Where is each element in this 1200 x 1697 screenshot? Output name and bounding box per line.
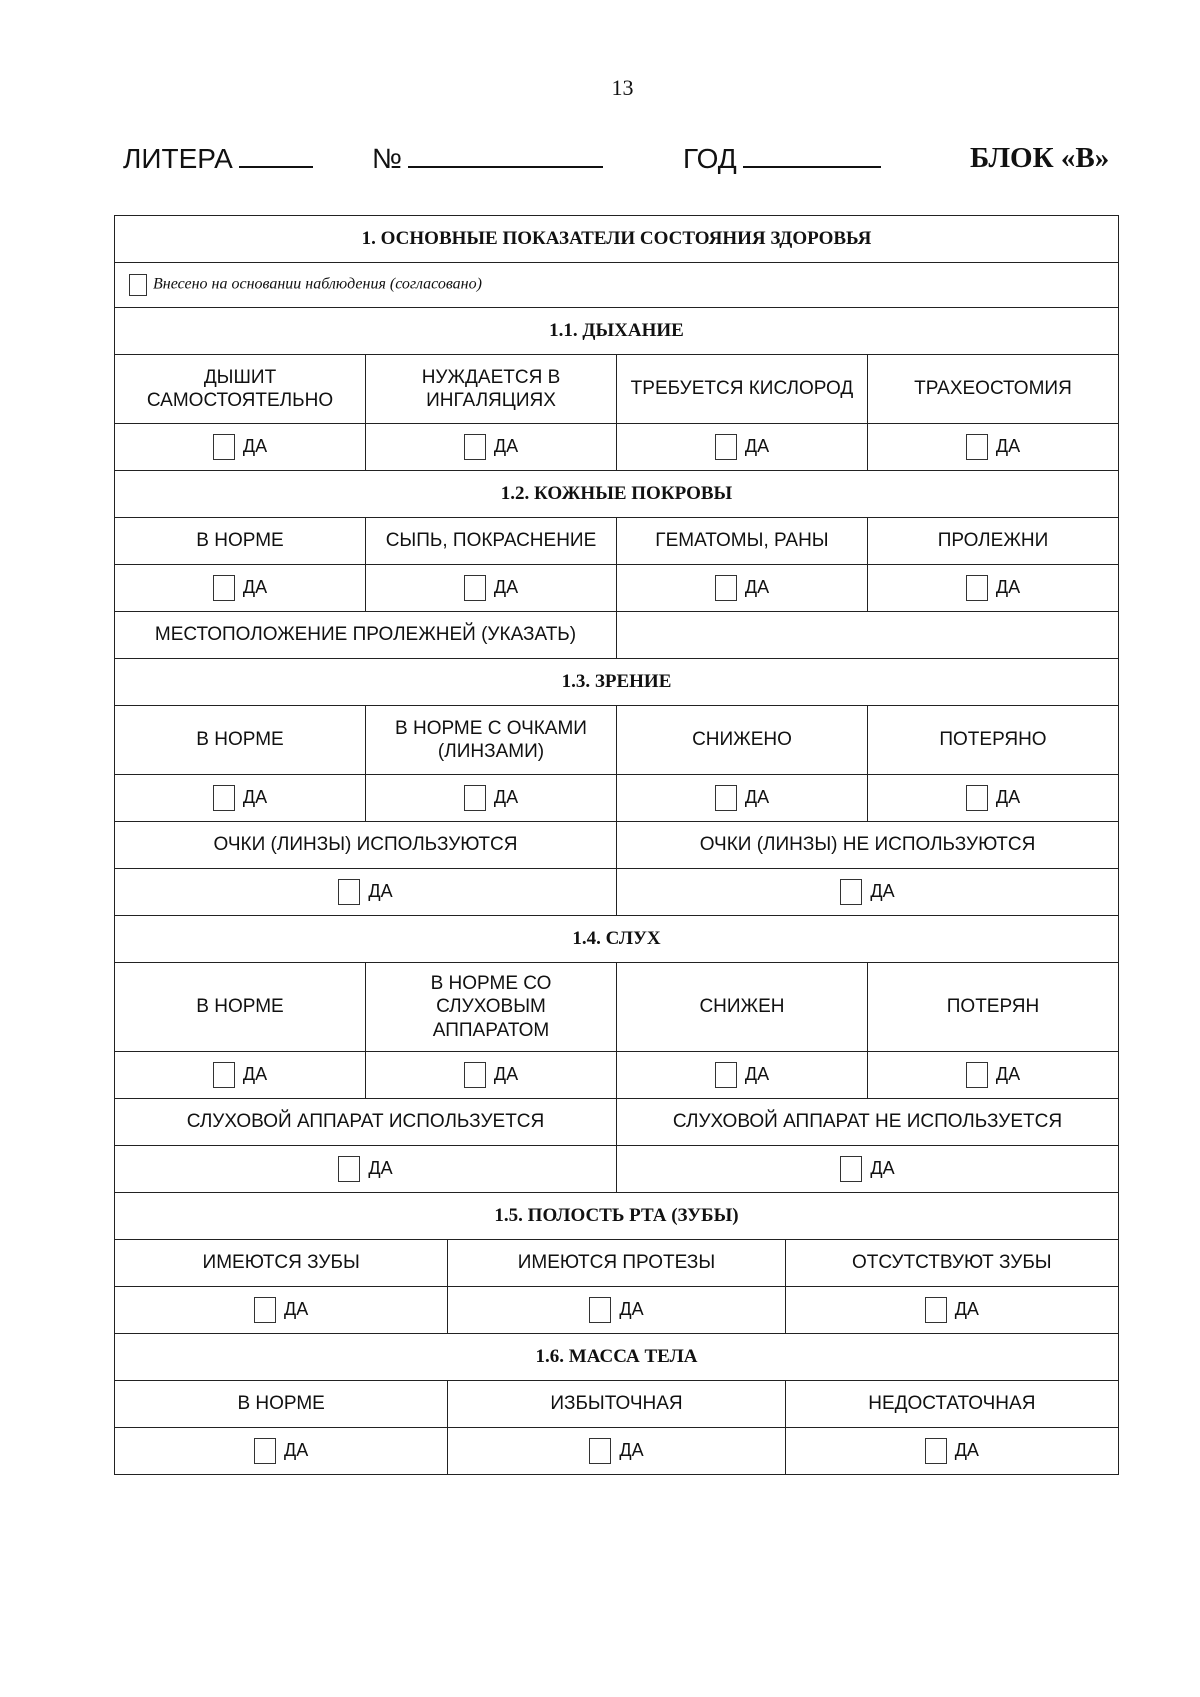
yes-label: ДА [995, 786, 1021, 807]
yes-label: ДА [995, 576, 1021, 597]
page-number: 13 [611, 75, 634, 100]
yes-checkbox[interactable] [840, 1156, 862, 1182]
yes-cell [115, 424, 366, 471]
yes-checkbox[interactable] [966, 785, 988, 811]
option-label: В НОРМЕ [115, 518, 366, 565]
option-label: СЫПЬ, ПОКРАСНЕНИЕ [366, 518, 617, 565]
yes-checkbox[interactable] [213, 434, 235, 460]
option-label: ИМЕЮТСЯ ЗУБЫ [115, 1240, 448, 1287]
yes-checkbox[interactable] [213, 1062, 235, 1088]
weight-title: 1.6. МАССА ТЕЛА [115, 1334, 1119, 1381]
yes-label: ДА [954, 1298, 979, 1319]
yes-cell [785, 1428, 1118, 1475]
yes-cell [366, 1052, 617, 1099]
yes-label: ДА [242, 576, 268, 597]
yes-checkbox[interactable] [589, 1438, 611, 1464]
hearing-aid-used-label: СЛУХОВОЙ АППАРАТ ИСПОЛЬЗУЕТСЯ [115, 1099, 617, 1146]
yes-label: ДА [995, 1063, 1021, 1084]
pressure-sore-location-label: МЕСТОПОЛОЖЕНИЕ ПРОЛЕЖНЕЙ (УКАЗАТЬ) [115, 612, 617, 659]
yes-cell [366, 775, 617, 822]
year-field [683, 140, 881, 175]
litera-field [123, 140, 313, 175]
yes-cell [115, 869, 617, 916]
option-label: В НОРМЕ [115, 963, 366, 1052]
hearing-aid-not-used-label: СЛУХОВОЙ АППАРАТ НЕ ИСПОЛЬЗУЕТСЯ [616, 1099, 1118, 1146]
yes-checkbox[interactable] [589, 1297, 611, 1323]
yes-checkbox[interactable] [254, 1297, 276, 1323]
yes-label: ДА [242, 786, 268, 807]
yes-label: ДА [744, 786, 770, 807]
yes-cell [448, 1287, 785, 1334]
option-label: ТРЕБУЕТСЯ КИСЛОРОД [616, 355, 867, 424]
option-label: ОТСУТСТВУЮТ ЗУБЫ [785, 1240, 1118, 1287]
yes-cell [616, 1052, 867, 1099]
yes-cell [867, 1052, 1118, 1099]
yes-checkbox[interactable] [966, 1062, 988, 1088]
block-label: БЛОК «В» [970, 142, 1110, 174]
yes-checkbox[interactable] [213, 575, 235, 601]
yes-cell [115, 1428, 448, 1475]
number-blank[interactable] [408, 140, 603, 168]
option-label: СНИЖЕН [616, 963, 867, 1052]
yes-label: ДА [744, 576, 770, 597]
litera-blank[interactable] [239, 140, 313, 168]
yes-cell [115, 1287, 448, 1334]
option-label: ПРОЛЕЖНИ [867, 518, 1118, 565]
yes-cell [867, 424, 1118, 471]
yes-label: ДА [368, 1157, 393, 1178]
yes-label: ДА [954, 1439, 979, 1460]
vision-title: 1.3. ЗРЕНИЕ [115, 659, 1119, 706]
yes-cell [616, 565, 867, 612]
year-blank[interactable] [743, 140, 881, 168]
yes-cell [616, 775, 867, 822]
yes-label: ДА [493, 435, 519, 456]
observation-note-row [115, 263, 1119, 308]
yes-checkbox[interactable] [464, 434, 486, 460]
option-label: НУЖДАЕТСЯ В ИНГАЛЯЦИЯХ [366, 355, 617, 424]
option-label: ГЕМАТОМЫ, РАНЫ [616, 518, 867, 565]
yes-checkbox[interactable] [254, 1438, 276, 1464]
yes-cell [115, 775, 366, 822]
yes-checkbox[interactable] [966, 434, 988, 460]
observation-note: Внесено на основании наблюдения (согласовано) [153, 275, 482, 293]
yes-label: ДА [493, 576, 519, 597]
option-label: ПОТЕРЯНО [867, 706, 1118, 775]
yes-label: ДА [242, 1063, 268, 1084]
yes-label: ДА [870, 880, 895, 901]
yes-cell [867, 565, 1118, 612]
oral-title: 1.5. ПОЛОСТЬ РТА (ЗУБЫ) [115, 1193, 1119, 1240]
yes-cell [115, 1052, 366, 1099]
yes-label: ДА [619, 1439, 644, 1460]
yes-checkbox[interactable] [966, 575, 988, 601]
yes-cell [616, 1146, 1118, 1193]
yes-cell [616, 424, 867, 471]
pressure-sore-location-field[interactable] [616, 612, 1118, 659]
option-label: ПОТЕРЯН [867, 963, 1118, 1052]
option-label: В НОРМЕ С ОЧКАМИ (ЛИНЗАМИ) [366, 706, 617, 775]
form-title: 1. ОСНОВНЫЕ ПОКАЗАТЕЛИ СОСТОЯНИЯ ЗДОРОВЬЯ [115, 216, 1119, 263]
yes-label: ДА [493, 786, 519, 807]
year-label: ГОД [683, 143, 737, 174]
yes-checkbox[interactable] [338, 1156, 360, 1182]
observation-checkbox[interactable] [129, 274, 147, 296]
yes-cell [366, 424, 617, 471]
option-label-text: В НОРМЕ СО СЛУХОВЫМ АППАРАТОМ [430, 973, 552, 1041]
yes-cell [867, 775, 1118, 822]
option-label [366, 963, 617, 1052]
skin-title: 1.2. КОЖНЫЕ ПОКРОВЫ [115, 471, 1119, 518]
number-field [372, 140, 603, 175]
yes-checkbox[interactable] [840, 879, 862, 905]
yes-checkbox[interactable] [464, 575, 486, 601]
yes-cell [616, 869, 1118, 916]
yes-checkbox[interactable] [464, 1062, 486, 1088]
yes-label: ДА [368, 880, 393, 901]
yes-label: ДА [284, 1439, 309, 1460]
yes-label: ДА [493, 1063, 519, 1084]
yes-label: ДА [619, 1298, 644, 1319]
yes-checkbox[interactable] [715, 434, 737, 460]
option-label: В НОРМЕ [115, 1381, 448, 1428]
option-label: В НОРМЕ [115, 706, 366, 775]
yes-checkbox[interactable] [715, 785, 737, 811]
yes-checkbox[interactable] [925, 1438, 947, 1464]
yes-label: ДА [870, 1157, 895, 1178]
yes-checkbox[interactable] [213, 785, 235, 811]
yes-label: ДА [744, 1063, 770, 1084]
glasses-used-label: ОЧКИ (ЛИНЗЫ) ИСПОЛЬЗУЮТСЯ [115, 822, 617, 869]
option-label: ИМЕЮТСЯ ПРОТЕЗЫ [448, 1240, 785, 1287]
yes-label: ДА [995, 435, 1021, 456]
number-label: № [372, 143, 403, 174]
option-label: ДЫШИТ САМОСТОЯТЕЛЬНО [115, 355, 366, 424]
option-label: ТРАХЕОСТОМИЯ [867, 355, 1118, 424]
litera-label: ЛИТЕРА [123, 143, 233, 174]
glasses-not-used-label: ОЧКИ (ЛИНЗЫ) НЕ ИСПОЛЬЗУЮТСЯ [616, 822, 1118, 869]
breathing-title: 1.1. ДЫХАНИЕ [115, 308, 1119, 355]
yes-cell [448, 1428, 785, 1475]
yes-cell [366, 565, 617, 612]
yes-cell [115, 565, 366, 612]
health-form [114, 215, 1119, 1475]
option-label: НЕДОСТАТОЧНАЯ [785, 1381, 1118, 1428]
yes-checkbox[interactable] [464, 785, 486, 811]
hearing-title: 1.4. СЛУХ [115, 916, 1119, 963]
option-label: СНИЖЕНО [616, 706, 867, 775]
yes-label: ДА [744, 435, 770, 456]
option-label: ИЗБЫТОЧНАЯ [448, 1381, 785, 1428]
yes-checkbox[interactable] [338, 879, 360, 905]
yes-label: ДА [284, 1298, 309, 1319]
yes-label: ДА [242, 435, 268, 456]
yes-checkbox[interactable] [715, 1062, 737, 1088]
yes-checkbox[interactable] [715, 575, 737, 601]
yes-cell [115, 1146, 617, 1193]
yes-checkbox[interactable] [925, 1297, 947, 1323]
yes-cell [785, 1287, 1118, 1334]
